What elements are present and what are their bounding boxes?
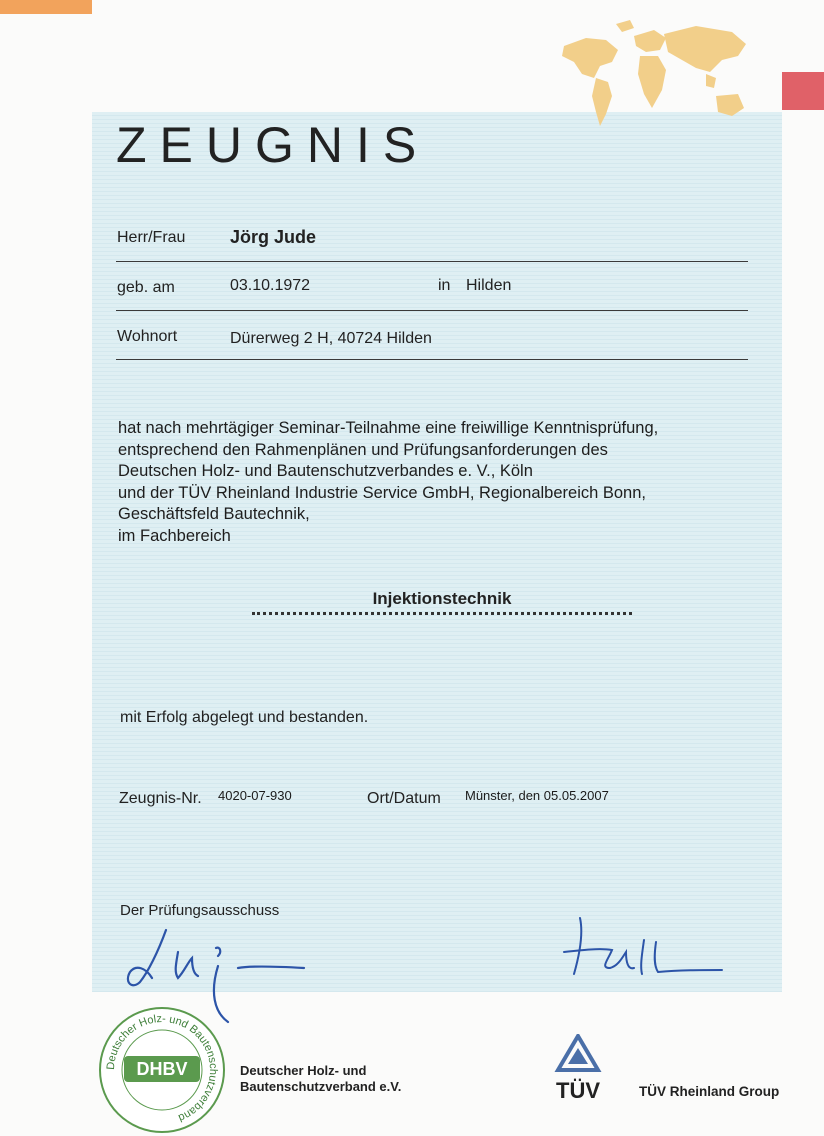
residence-label: Wohnort bbox=[117, 328, 178, 345]
certificate-number-label: Zeugnis-Nr. bbox=[119, 790, 202, 807]
tuv-logo-icon bbox=[546, 1034, 610, 1102]
body-line: hat nach mehrtägiger Seminar-Teilnahme eine freiwillige Kenntnisprüfung, bbox=[118, 419, 659, 437]
dhbv-name-line1: Deutscher Holz- und bbox=[240, 1063, 367, 1078]
body-line: und der TÜV Rheinland Industrie Service GmbH, Regionalbereich Bonn, bbox=[118, 483, 646, 502]
dhbv-seal-text: DHBV bbox=[136, 1059, 188, 1079]
birth-place-label: in bbox=[438, 277, 451, 294]
dhbv-seal-icon bbox=[96, 1004, 228, 1136]
birth-label: geb. am bbox=[117, 279, 175, 296]
birth-place: Hilden bbox=[466, 277, 512, 294]
subject-dotted-line bbox=[252, 612, 632, 619]
red-edge-tab bbox=[782, 72, 824, 110]
body-paragraph bbox=[118, 418, 758, 548]
rule-2 bbox=[116, 310, 748, 311]
orange-corner-tab bbox=[0, 0, 92, 14]
committee-label: Der Prüfungsausschuss bbox=[120, 902, 280, 919]
body-line: im Fachbereich bbox=[118, 526, 231, 545]
birth-date: 03.10.1972 bbox=[230, 277, 311, 294]
certificate-panel bbox=[92, 112, 782, 992]
certificate-number: 4020-07-930 bbox=[218, 788, 292, 803]
certificate-title: ZEUGNIS bbox=[116, 117, 430, 173]
rule-1 bbox=[116, 261, 748, 262]
tuv-logo-text: TÜV bbox=[556, 1078, 600, 1102]
body-line: Geschäftsfeld Bautechnik, bbox=[118, 505, 310, 524]
residence-value: Dürerweg 2 H, 40724 Hilden bbox=[230, 330, 432, 347]
result-text: mit Erfolg abgelegt und bestanden. bbox=[120, 709, 369, 726]
person-name: Jörg Jude bbox=[230, 227, 317, 247]
signature-right-icon bbox=[560, 912, 730, 984]
body-line: entsprechend den Rahmenplänen und Prüfungsanforderungen des bbox=[118, 440, 608, 459]
subject-field: Injektionstechnik bbox=[372, 589, 512, 608]
place-date-label: Ort/Datum bbox=[367, 790, 441, 807]
name-label: Herr/Frau bbox=[117, 229, 186, 246]
tuv-group-label: TÜV Rheinland Group bbox=[639, 1084, 780, 1099]
dhbv-name-line2: Bautenschutzverband e.V. bbox=[240, 1079, 402, 1094]
world-map-icon bbox=[556, 16, 752, 134]
place-date: Münster, den 05.05.2007 bbox=[465, 788, 609, 803]
dhbv-ring-text: Deutscher Holz- und Bautenschutzverband bbox=[104, 1012, 220, 1124]
body-line: Deutschen Holz- und Bautenschutzverbandes e. V., Köln bbox=[118, 462, 533, 481]
rule-3 bbox=[116, 359, 748, 360]
